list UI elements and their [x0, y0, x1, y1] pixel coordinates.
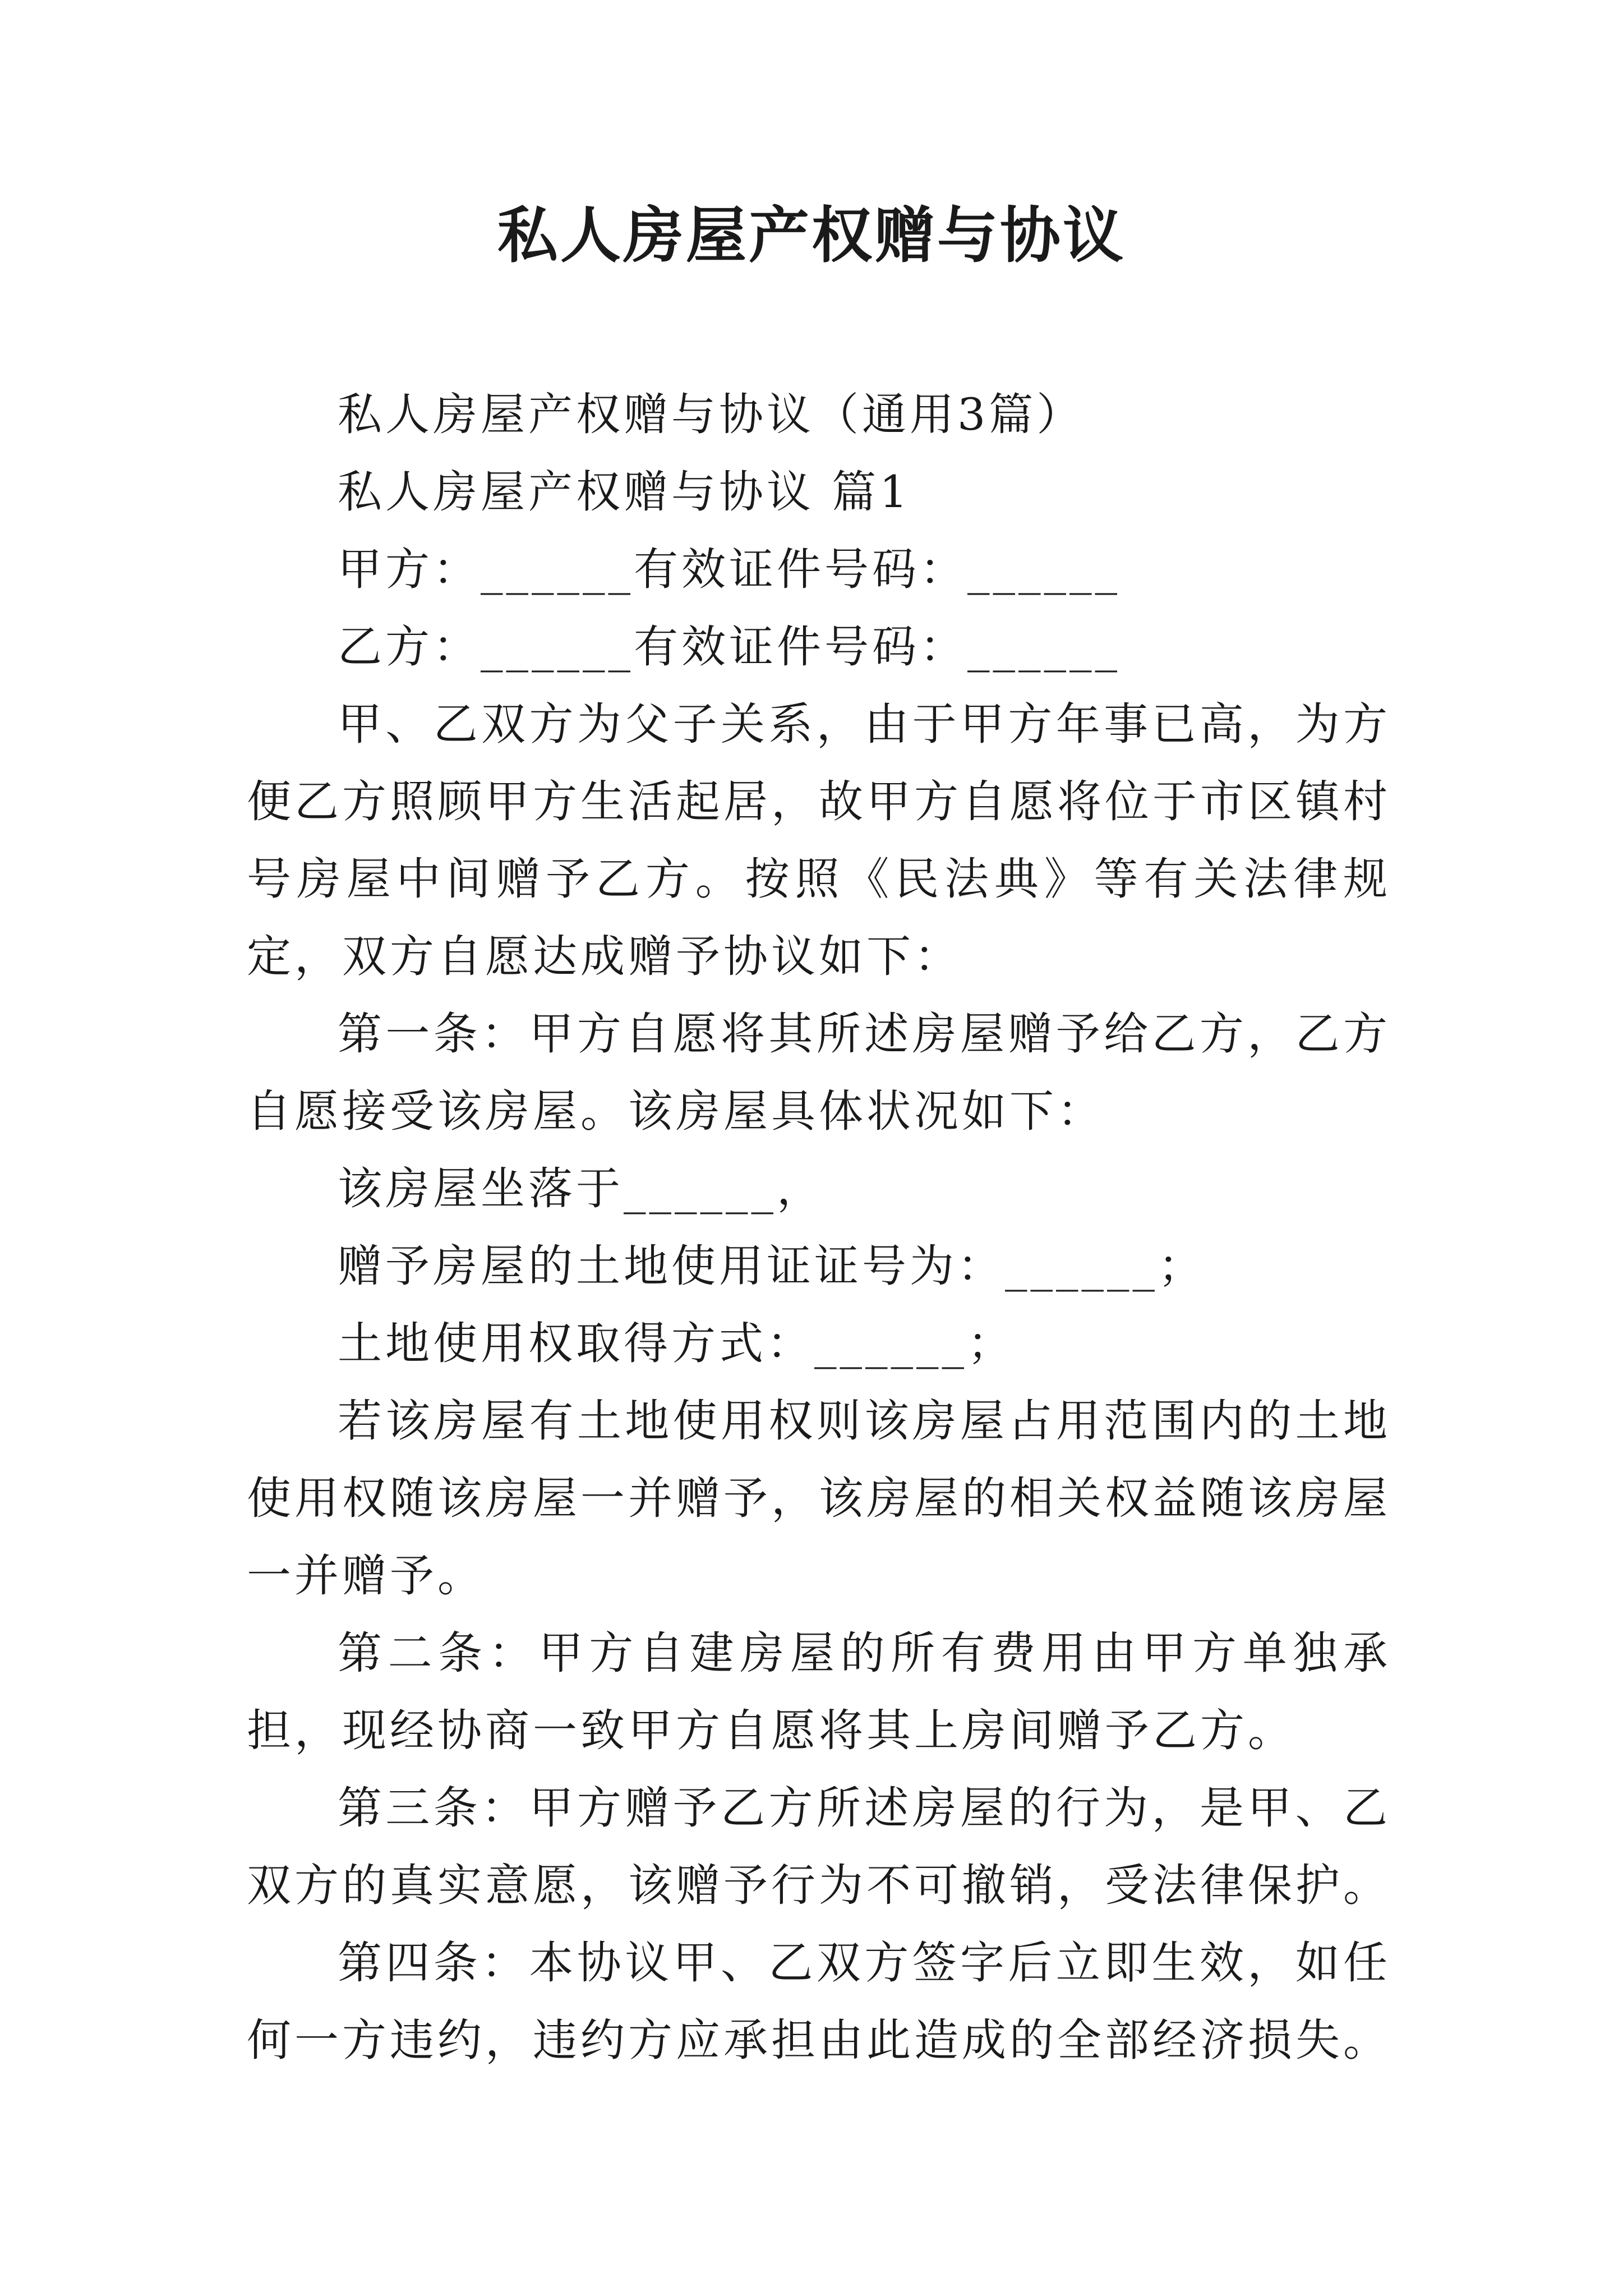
document-body	[247, 376, 1391, 2079]
land-acquisition-line: 土地使用权取得方式：______；	[338, 1318, 1015, 1369]
preamble-paragraph: 甲、乙双方为父子关系，由于甲方年事已高，为方便乙方照顾甲方生活起居，故甲方自愿将位于市区镇村号房屋中间赠予乙方。按照《民法典》等有关法律规定，双方自愿达成赠予协议如下：	[247, 698, 1391, 982]
house-location-line: 该房屋坐落于______，	[338, 1163, 824, 1214]
land-rights-paragraph: 若该房屋有土地使用权则该房屋占用范围内的土地使用权随该房屋一并赠予，该房屋的相关权益随该房屋一并赠予。	[247, 1395, 1391, 1602]
article-2-paragraph: 第二条：甲方自建房屋的所有费用由甲方单独承担，现经协商一致甲方自愿将其上房间赠予乙方。	[247, 1627, 1391, 1756]
article-4-paragraph: 第四条：本协议甲、乙双方签字后立即生效，如任何一方违约，违约方应承担由此造成的全部经济损失。	[247, 1937, 1391, 2066]
page-title: 私人房屋产权赠与协议	[497, 200, 1126, 271]
party-b-line: 乙方：______有效证件号码：______	[338, 621, 1121, 673]
subtitle-collection: 私人房屋产权赠与协议（通用3篇）	[338, 389, 1085, 440]
subtitle-part-1: 私人房屋产权赠与协议 篇1	[338, 466, 911, 518]
article-3-paragraph: 第三条：甲方赠予乙方所述房屋的行为，是甲、乙双方的真实意愿，该赠予行为不可撤销，受法律保护。	[247, 1782, 1391, 1911]
party-a-line: 甲方：______有效证件号码：______	[338, 544, 1121, 595]
article-1-paragraph: 第一条：甲方自愿将其所述房屋赠予给乙方，乙方自愿接受该房屋。该房屋具体状况如下：	[247, 1008, 1391, 1137]
land-certificate-line: 赠予房屋的土地使用证证号为：______；	[338, 1240, 1206, 1292]
